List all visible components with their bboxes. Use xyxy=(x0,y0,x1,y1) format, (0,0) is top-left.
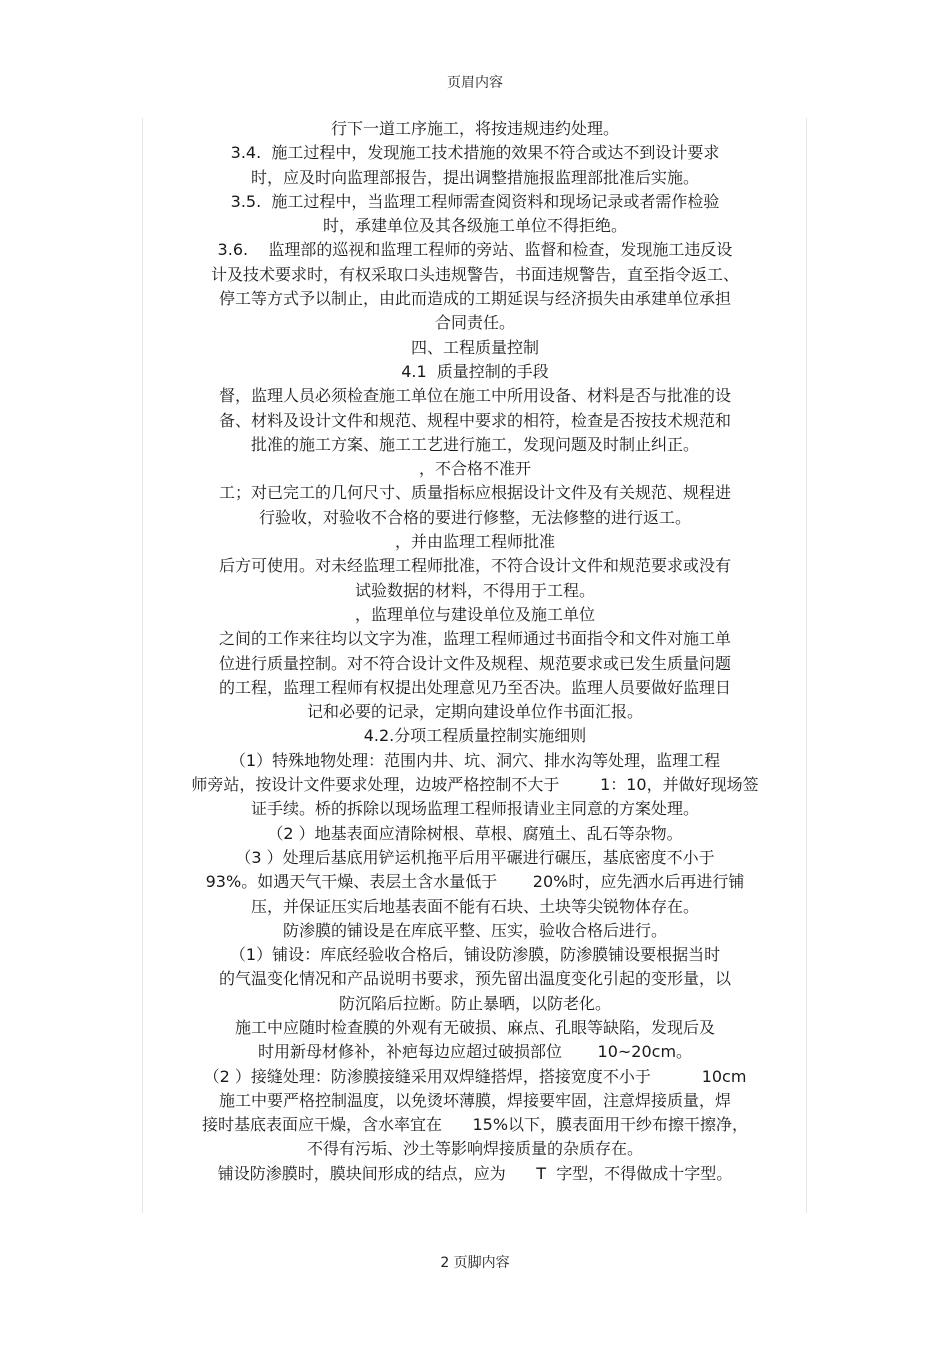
text-line: 时，承建单位及其各级施工单位不得拒绝。 xyxy=(322,216,627,236)
text-line: 时用新母材修补，补疤每边应超过破损部位 10~20cm。 xyxy=(257,1042,693,1062)
text-line: 行下一道工序施工，将按违规违约处理。 xyxy=(330,119,619,138)
text-line: （3 ）处理后基底用铲运机拖平后用平碾进行碾压，基底密度不小于 xyxy=(235,847,715,867)
text-line: 之间的工作来往均以文字为准，监理工程师通过书面指令和文件对施工单 xyxy=(218,629,731,649)
text-line: （1）铺设：库底经验收合格后，铺设防渗膜，防渗膜铺设要根据当时 xyxy=(229,945,721,965)
text-line: 停工等方式予以制止，由此而造成的工期延误与经济损失由承建单位承担 xyxy=(218,289,731,309)
text-line: 行验收，对验收不合格的要进行修整，无法修整的进行返工。 xyxy=(258,507,691,527)
text-line: 铺设防渗膜时，膜块间形成的结点，应为 T 字型，不得做成十字型。 xyxy=(217,1163,733,1183)
right-margin-rule xyxy=(806,118,807,1213)
text-line: 试验数据的材料，不得用于工程。 xyxy=(354,580,595,600)
left-margin-rule xyxy=(142,118,143,1213)
text-line: ，并由监理工程师批准 xyxy=(394,532,555,552)
text-line: 计及技术要求时，有权采取口头违规警告，书面违规警告，直至指令返工、 xyxy=(210,264,739,284)
text-line: 3.4. 施工过程中，发现施工技术措施的效果不符合或达不到设计要求 xyxy=(230,143,720,163)
text-line: 证手续。桥的拆除以现场监理工程师报请业主同意的方案处理。 xyxy=(250,799,699,819)
text-line: 时，应及时向监理部报告，提出调整措施报监理部批准后实施。 xyxy=(250,167,699,187)
document-body xyxy=(150,117,800,1186)
text-line: 四、工程质量控制 xyxy=(410,337,539,357)
text-line: 的气温变化情况和产品说明书要求，预先留出温度变化引起的变形量，以 xyxy=(218,969,731,989)
text-line: 备、材料及设计文件和规范、规程中要求的相符，检查是否按技术规范和 xyxy=(218,410,731,430)
page-footer: 2 页脚内容 xyxy=(440,1255,510,1271)
text-line: 后方可使用。对未经监理工程师批准，不符合设计文件和规范要求或没有 xyxy=(218,556,731,576)
text-line: ，不合格不准开 xyxy=(418,459,531,479)
text-line: （2 ）接缝处理：防渗膜接缝采用双焊缝搭焊，搭接宽度不小于 10cm xyxy=(203,1066,747,1086)
text-line: ，监理单位与建设单位及施工单位 xyxy=(354,604,595,624)
text-line: 师旁站，按设计文件要求处理，边坡严格控制不大于 1：10，并做好现场签 xyxy=(191,775,759,795)
text-line: 施工中要严格控制温度，以免烫坏薄膜，焊接要牢固，注意焊接质量，焊 xyxy=(218,1090,731,1110)
text-line: 压，并保证压实后地基表面不能有石块、土块等尖锐物体存在。 xyxy=(250,896,699,916)
text-line: 施工中应随时检查膜的外观有无破损、麻点、孔眼等缺陷，发现后及 xyxy=(234,1017,715,1037)
text-line: 批准的施工方案、施工工艺进行施工，发现问题及时制止纠正。 xyxy=(250,434,699,454)
text-line: 防渗膜的铺设是在库底平整、压实，验收合格后进行。 xyxy=(282,920,667,940)
text-line: 不得有污垢、沙土等影响焊接质量的杂质存在。 xyxy=(306,1139,643,1159)
text-line: 记和必要的记录，定期向建设单位作书面汇报。 xyxy=(306,702,643,722)
page-header: 页眉内容 xyxy=(447,75,503,91)
text-line: （2 ）地基表面应清除树根、草根、腐殖土、乱石等杂物。 xyxy=(267,823,683,843)
text-line: 工；对已完工的几何尺寸、质量指标应根据设计文件及有关规范、规程进 xyxy=(218,483,731,503)
text-line: 接时基底表面应干燥，含水率宜在 15%以下，膜表面用干纱布擦干擦净， xyxy=(201,1115,749,1135)
text-line: 合同责任。 xyxy=(434,313,515,333)
text-line: 位进行质量控制。对不符合设计文件及规程、规范要求或已发生质量问题 xyxy=(218,653,731,673)
text-line: 4.2.分项工程质量控制实施细则 xyxy=(363,726,587,746)
text-line: 4.1 质量控制的手段 xyxy=(401,361,549,381)
text-line: （1）特殊地物处理：范围内井、坑、洞穴、排水沟等处理，监理工程 xyxy=(229,750,721,770)
text-line: 3.6. 监理部的巡视和监理工程师的旁站、监督和检查，发现施工违反设 xyxy=(217,240,733,260)
text-line: 的工程，监理工程师有权提出处理意见乃至否决。监理人员要做好监理日 xyxy=(218,677,731,697)
text-line: 防沉陷后拉断。防止暴晒，以防老化。 xyxy=(338,993,611,1013)
text-line: 3.5. 施工过程中，当监理工程师需查阅资料和现场记录或者需作检验 xyxy=(230,191,720,211)
text-line: 93%。如遇天气干燥、表层土含水量低于 20%时，应先洒水后再进行铺 xyxy=(205,872,745,892)
text-line: 督，监理人员必须检查施工单位在施工中所用设备、材料是否与批准的设 xyxy=(218,386,731,406)
